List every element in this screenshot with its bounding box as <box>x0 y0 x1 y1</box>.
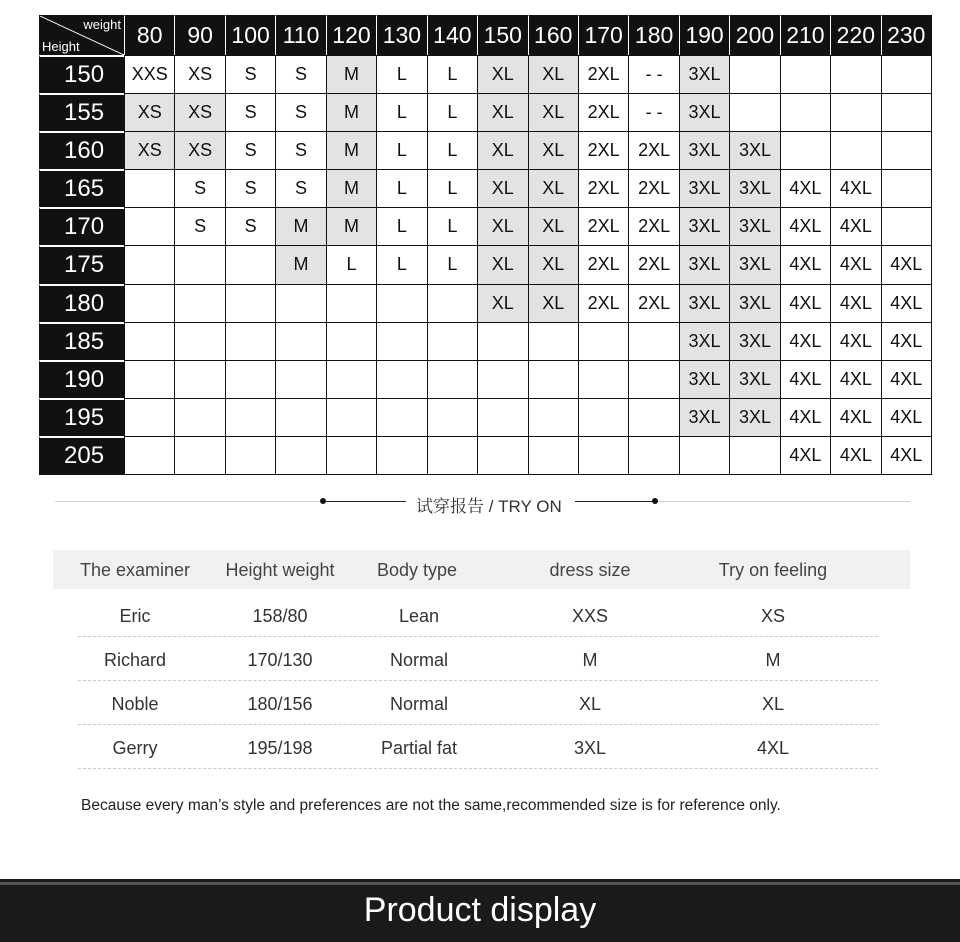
size-cell <box>628 322 678 360</box>
size-cell <box>578 398 628 436</box>
size-cell <box>427 322 477 360</box>
size-cell: XXS <box>124 55 174 93</box>
height-header-cell: 180 <box>39 284 124 322</box>
size-cell: XL <box>528 169 578 207</box>
size-cell <box>174 398 224 436</box>
try-on-header-cell: dress size <box>549 560 631 580</box>
size-cell: 4XL <box>881 245 931 283</box>
size-cell: 4XL <box>780 169 830 207</box>
size-cell: 3XL <box>679 360 729 398</box>
size-cell <box>881 55 931 93</box>
size-cell: 3XL <box>679 131 729 169</box>
size-cell: XL <box>528 55 578 93</box>
size-cell <box>780 55 830 93</box>
size-cell <box>427 284 477 322</box>
size-cell: XL <box>477 245 527 283</box>
size-cell <box>124 284 174 322</box>
try-on-cell: Richard <box>103 650 167 670</box>
size-cell <box>326 436 376 474</box>
size-cell: 2XL <box>628 131 678 169</box>
try-on-cell: XL <box>578 694 602 714</box>
size-cell: 3XL <box>679 245 729 283</box>
size-cell: 4XL <box>780 207 830 245</box>
size-cell: L <box>427 55 477 93</box>
size-cell <box>477 436 527 474</box>
size-cell: XL <box>528 131 578 169</box>
size-cell: L <box>376 55 426 93</box>
size-cell <box>124 436 174 474</box>
size-cell: 4XL <box>780 360 830 398</box>
try-on-title: 试穿报告 / TRY ON <box>410 492 568 517</box>
size-cell: 3XL <box>679 93 729 131</box>
size-cell <box>427 360 477 398</box>
size-cell: 3XL <box>729 169 779 207</box>
size-cell: XS <box>174 131 224 169</box>
size-cell: M <box>326 93 376 131</box>
try-on-cell: Eric <box>119 606 151 626</box>
size-cell: 4XL <box>830 245 880 283</box>
size-cell: 3XL <box>679 207 729 245</box>
size-cell <box>225 436 275 474</box>
size-cell: 3XL <box>729 360 779 398</box>
size-cell <box>780 93 830 131</box>
size-cell: XL <box>477 93 527 131</box>
size-cell: L <box>376 131 426 169</box>
size-cell <box>628 360 678 398</box>
size-cell: 4XL <box>780 245 830 283</box>
size-cell: M <box>326 131 376 169</box>
size-cell: 4XL <box>830 360 880 398</box>
try-on-row <box>78 724 878 769</box>
size-cell <box>628 398 678 436</box>
weight-header-cell: 190 <box>679 15 729 55</box>
try-on-cell: 4XL <box>756 738 790 758</box>
height-header-cell: 190 <box>39 360 124 398</box>
size-cell: XL <box>477 169 527 207</box>
size-cell <box>729 93 779 131</box>
weight-header-cell: 100 <box>225 15 275 55</box>
size-cell <box>477 322 527 360</box>
try-on-row <box>78 592 878 637</box>
size-cell: 4XL <box>830 284 880 322</box>
corner-height-label: Height <box>42 39 80 54</box>
size-cell <box>275 322 325 360</box>
weight-header-cell: 130 <box>376 15 426 55</box>
size-cell: - - <box>628 93 678 131</box>
size-cell: 2XL <box>628 245 678 283</box>
size-cell: 3XL <box>729 398 779 436</box>
try-on-header-cell: Body type <box>376 560 458 580</box>
weight-header-cell: 110 <box>275 15 325 55</box>
size-cell <box>528 398 578 436</box>
size-cell <box>780 131 830 169</box>
size-cell: M <box>326 169 376 207</box>
size-cell <box>376 322 426 360</box>
size-cell <box>881 169 931 207</box>
height-header-cell: 175 <box>39 245 124 283</box>
size-cell: XL <box>477 284 527 322</box>
size-cell: L <box>376 245 426 283</box>
weight-header-cell: 230 <box>881 15 931 55</box>
size-cell <box>477 360 527 398</box>
try-on-cell: Partial fat <box>380 738 458 758</box>
size-cell: M <box>275 207 325 245</box>
height-header-cell: 170 <box>39 207 124 245</box>
size-cell: 4XL <box>830 398 880 436</box>
weight-header-cell: 220 <box>830 15 880 55</box>
try-on-cell: XL <box>761 694 785 714</box>
try-on-cell: 3XL <box>573 738 607 758</box>
size-cell <box>376 398 426 436</box>
size-cell: 4XL <box>830 169 880 207</box>
try-on-table-header <box>53 550 910 589</box>
corner-weight-label: weight <box>83 17 121 32</box>
try-on-divider <box>55 490 910 514</box>
size-cell <box>225 360 275 398</box>
height-header-cell: 160 <box>39 131 124 169</box>
try-on-row <box>78 636 878 681</box>
height-header-cell: 165 <box>39 169 124 207</box>
weight-header-cell: 90 <box>174 15 224 55</box>
size-cell: 4XL <box>830 322 880 360</box>
size-cell <box>729 436 779 474</box>
size-cell <box>578 322 628 360</box>
size-cell: L <box>427 245 477 283</box>
size-cell <box>225 245 275 283</box>
try-on-header-cell: Try on feeling <box>718 560 828 580</box>
size-cell <box>830 131 880 169</box>
size-cell <box>275 398 325 436</box>
divider-line-left <box>55 501 325 502</box>
size-cell: M <box>275 245 325 283</box>
size-cell <box>578 360 628 398</box>
size-cell: S <box>225 207 275 245</box>
size-cell: XL <box>528 93 578 131</box>
size-cell: S <box>174 169 224 207</box>
size-cell <box>628 436 678 474</box>
size-cell: 2XL <box>578 207 628 245</box>
try-on-cell: Noble <box>111 694 159 714</box>
try-on-cell: M <box>765 650 781 670</box>
weight-header-cell: 170 <box>578 15 628 55</box>
divider-line-right-dark <box>575 501 655 502</box>
size-cell: M <box>326 55 376 93</box>
size-cell: 3XL <box>679 169 729 207</box>
size-cell: 3XL <box>729 131 779 169</box>
size-cell: S <box>225 169 275 207</box>
size-cell <box>376 436 426 474</box>
size-cell: 4XL <box>830 207 880 245</box>
size-cell: 4XL <box>830 436 880 474</box>
weight-header-cell: 80 <box>124 15 174 55</box>
size-cell <box>578 436 628 474</box>
size-cell <box>225 398 275 436</box>
banner-title: Product display <box>363 891 597 929</box>
try-on-cell: 158/80 <box>252 606 308 626</box>
size-cell <box>124 207 174 245</box>
size-cell <box>679 436 729 474</box>
size-cell: 3XL <box>679 398 729 436</box>
size-cell: L <box>326 245 376 283</box>
size-cell: L <box>376 207 426 245</box>
try-on-row <box>78 680 878 725</box>
size-cell: S <box>174 207 224 245</box>
size-cell <box>881 93 931 131</box>
size-cell: S <box>225 131 275 169</box>
size-cell: L <box>427 93 477 131</box>
size-cell: 4XL <box>881 436 931 474</box>
size-cell <box>174 284 224 322</box>
size-cell <box>528 360 578 398</box>
size-cell: L <box>427 207 477 245</box>
size-chart-grid <box>39 15 932 475</box>
size-chart-corner <box>39 15 124 55</box>
size-cell: S <box>225 55 275 93</box>
size-cell: 4XL <box>881 322 931 360</box>
product-display-banner <box>0 876 960 942</box>
size-cell: XS <box>174 55 224 93</box>
size-cell <box>326 360 376 398</box>
divider-line-left-dark <box>326 501 406 502</box>
size-cell: 3XL <box>729 207 779 245</box>
size-cell <box>326 284 376 322</box>
size-cell: 4XL <box>881 398 931 436</box>
try-on-cell: M <box>582 650 598 670</box>
try-on-header-cell: Height weight <box>225 560 335 580</box>
size-cell <box>275 284 325 322</box>
size-cell <box>174 322 224 360</box>
size-cell <box>124 360 174 398</box>
height-header-cell: 185 <box>39 322 124 360</box>
size-cell <box>427 398 477 436</box>
size-cell: 2XL <box>578 93 628 131</box>
size-cell <box>427 436 477 474</box>
size-cell: 3XL <box>729 245 779 283</box>
weight-header-cell: 180 <box>628 15 678 55</box>
size-cell: L <box>427 131 477 169</box>
size-cell: 2XL <box>628 207 678 245</box>
try-on-cell: 180/156 <box>247 694 313 714</box>
size-cell <box>376 284 426 322</box>
size-cell <box>477 398 527 436</box>
size-cell: 2XL <box>578 284 628 322</box>
size-cell: S <box>275 169 325 207</box>
size-cell: XL <box>477 207 527 245</box>
size-cell <box>830 55 880 93</box>
size-cell: XL <box>477 131 527 169</box>
size-cell <box>881 207 931 245</box>
size-cell: 2XL <box>578 131 628 169</box>
size-cell: 2XL <box>628 284 678 322</box>
size-cell <box>225 322 275 360</box>
size-cell: 4XL <box>780 436 830 474</box>
size-cell: 3XL <box>729 322 779 360</box>
height-header-cell: 155 <box>39 93 124 131</box>
weight-header-cell: 200 <box>729 15 779 55</box>
divider-line-right <box>658 501 910 502</box>
try-on-cell: 195/198 <box>247 738 313 758</box>
size-cell: S <box>275 131 325 169</box>
size-cell <box>326 398 376 436</box>
size-cell: 3XL <box>679 284 729 322</box>
size-cell <box>124 398 174 436</box>
try-on-cell: XS <box>760 606 786 626</box>
size-cell: 2XL <box>578 169 628 207</box>
size-cell: L <box>376 93 426 131</box>
size-disclaimer: Because every man’s style and preferences are not the same,recommended size is for reference only. <box>81 797 781 814</box>
weight-header-cell: 160 <box>528 15 578 55</box>
size-cell <box>830 93 880 131</box>
size-cell: XL <box>528 284 578 322</box>
size-cell: L <box>427 169 477 207</box>
size-cell: 3XL <box>679 322 729 360</box>
try-on-cell: Gerry <box>112 738 158 758</box>
size-cell <box>124 322 174 360</box>
size-cell <box>275 436 325 474</box>
size-cell <box>881 131 931 169</box>
size-cell: 2XL <box>628 169 678 207</box>
size-cell: XL <box>477 55 527 93</box>
size-cell <box>376 360 426 398</box>
size-cell: XS <box>124 131 174 169</box>
size-cell <box>528 436 578 474</box>
try-on-cell: Lean <box>398 606 440 626</box>
size-cell: - - <box>628 55 678 93</box>
height-header-cell: 195 <box>39 398 124 436</box>
size-cell <box>275 360 325 398</box>
size-cell: S <box>275 55 325 93</box>
size-cell <box>326 322 376 360</box>
size-cell: L <box>376 169 426 207</box>
size-cell: 4XL <box>780 398 830 436</box>
size-cell: XL <box>528 207 578 245</box>
size-cell: 4XL <box>881 360 931 398</box>
size-cell <box>528 322 578 360</box>
size-cell: 4XL <box>780 284 830 322</box>
size-cell: XL <box>528 245 578 283</box>
size-cell: 4XL <box>780 322 830 360</box>
size-cell <box>729 55 779 93</box>
try-on-cell: Normal <box>389 694 449 714</box>
weight-header-cell: 120 <box>326 15 376 55</box>
height-header-cell: 150 <box>39 55 124 93</box>
try-on-cell: XXS <box>571 606 609 626</box>
size-cell: M <box>326 207 376 245</box>
weight-header-cell: 210 <box>780 15 830 55</box>
try-on-cell: 170/130 <box>247 650 313 670</box>
try-on-header-cell: The examiner <box>79 560 191 580</box>
size-cell <box>124 169 174 207</box>
weight-header-cell: 150 <box>477 15 527 55</box>
size-cell: XS <box>174 93 224 131</box>
weight-header-cell: 140 <box>427 15 477 55</box>
size-cell: 4XL <box>881 284 931 322</box>
size-cell <box>225 284 275 322</box>
size-cell <box>124 245 174 283</box>
try-on-cell: Normal <box>389 650 449 670</box>
size-cell: S <box>225 93 275 131</box>
size-cell <box>174 436 224 474</box>
height-header-cell: 205 <box>39 436 124 474</box>
size-cell: XS <box>124 93 174 131</box>
size-cell <box>174 245 224 283</box>
size-cell: 2XL <box>578 55 628 93</box>
size-cell: 3XL <box>729 284 779 322</box>
size-cell: S <box>275 93 325 131</box>
size-cell <box>174 360 224 398</box>
size-cell: 3XL <box>679 55 729 93</box>
size-cell: 2XL <box>578 245 628 283</box>
